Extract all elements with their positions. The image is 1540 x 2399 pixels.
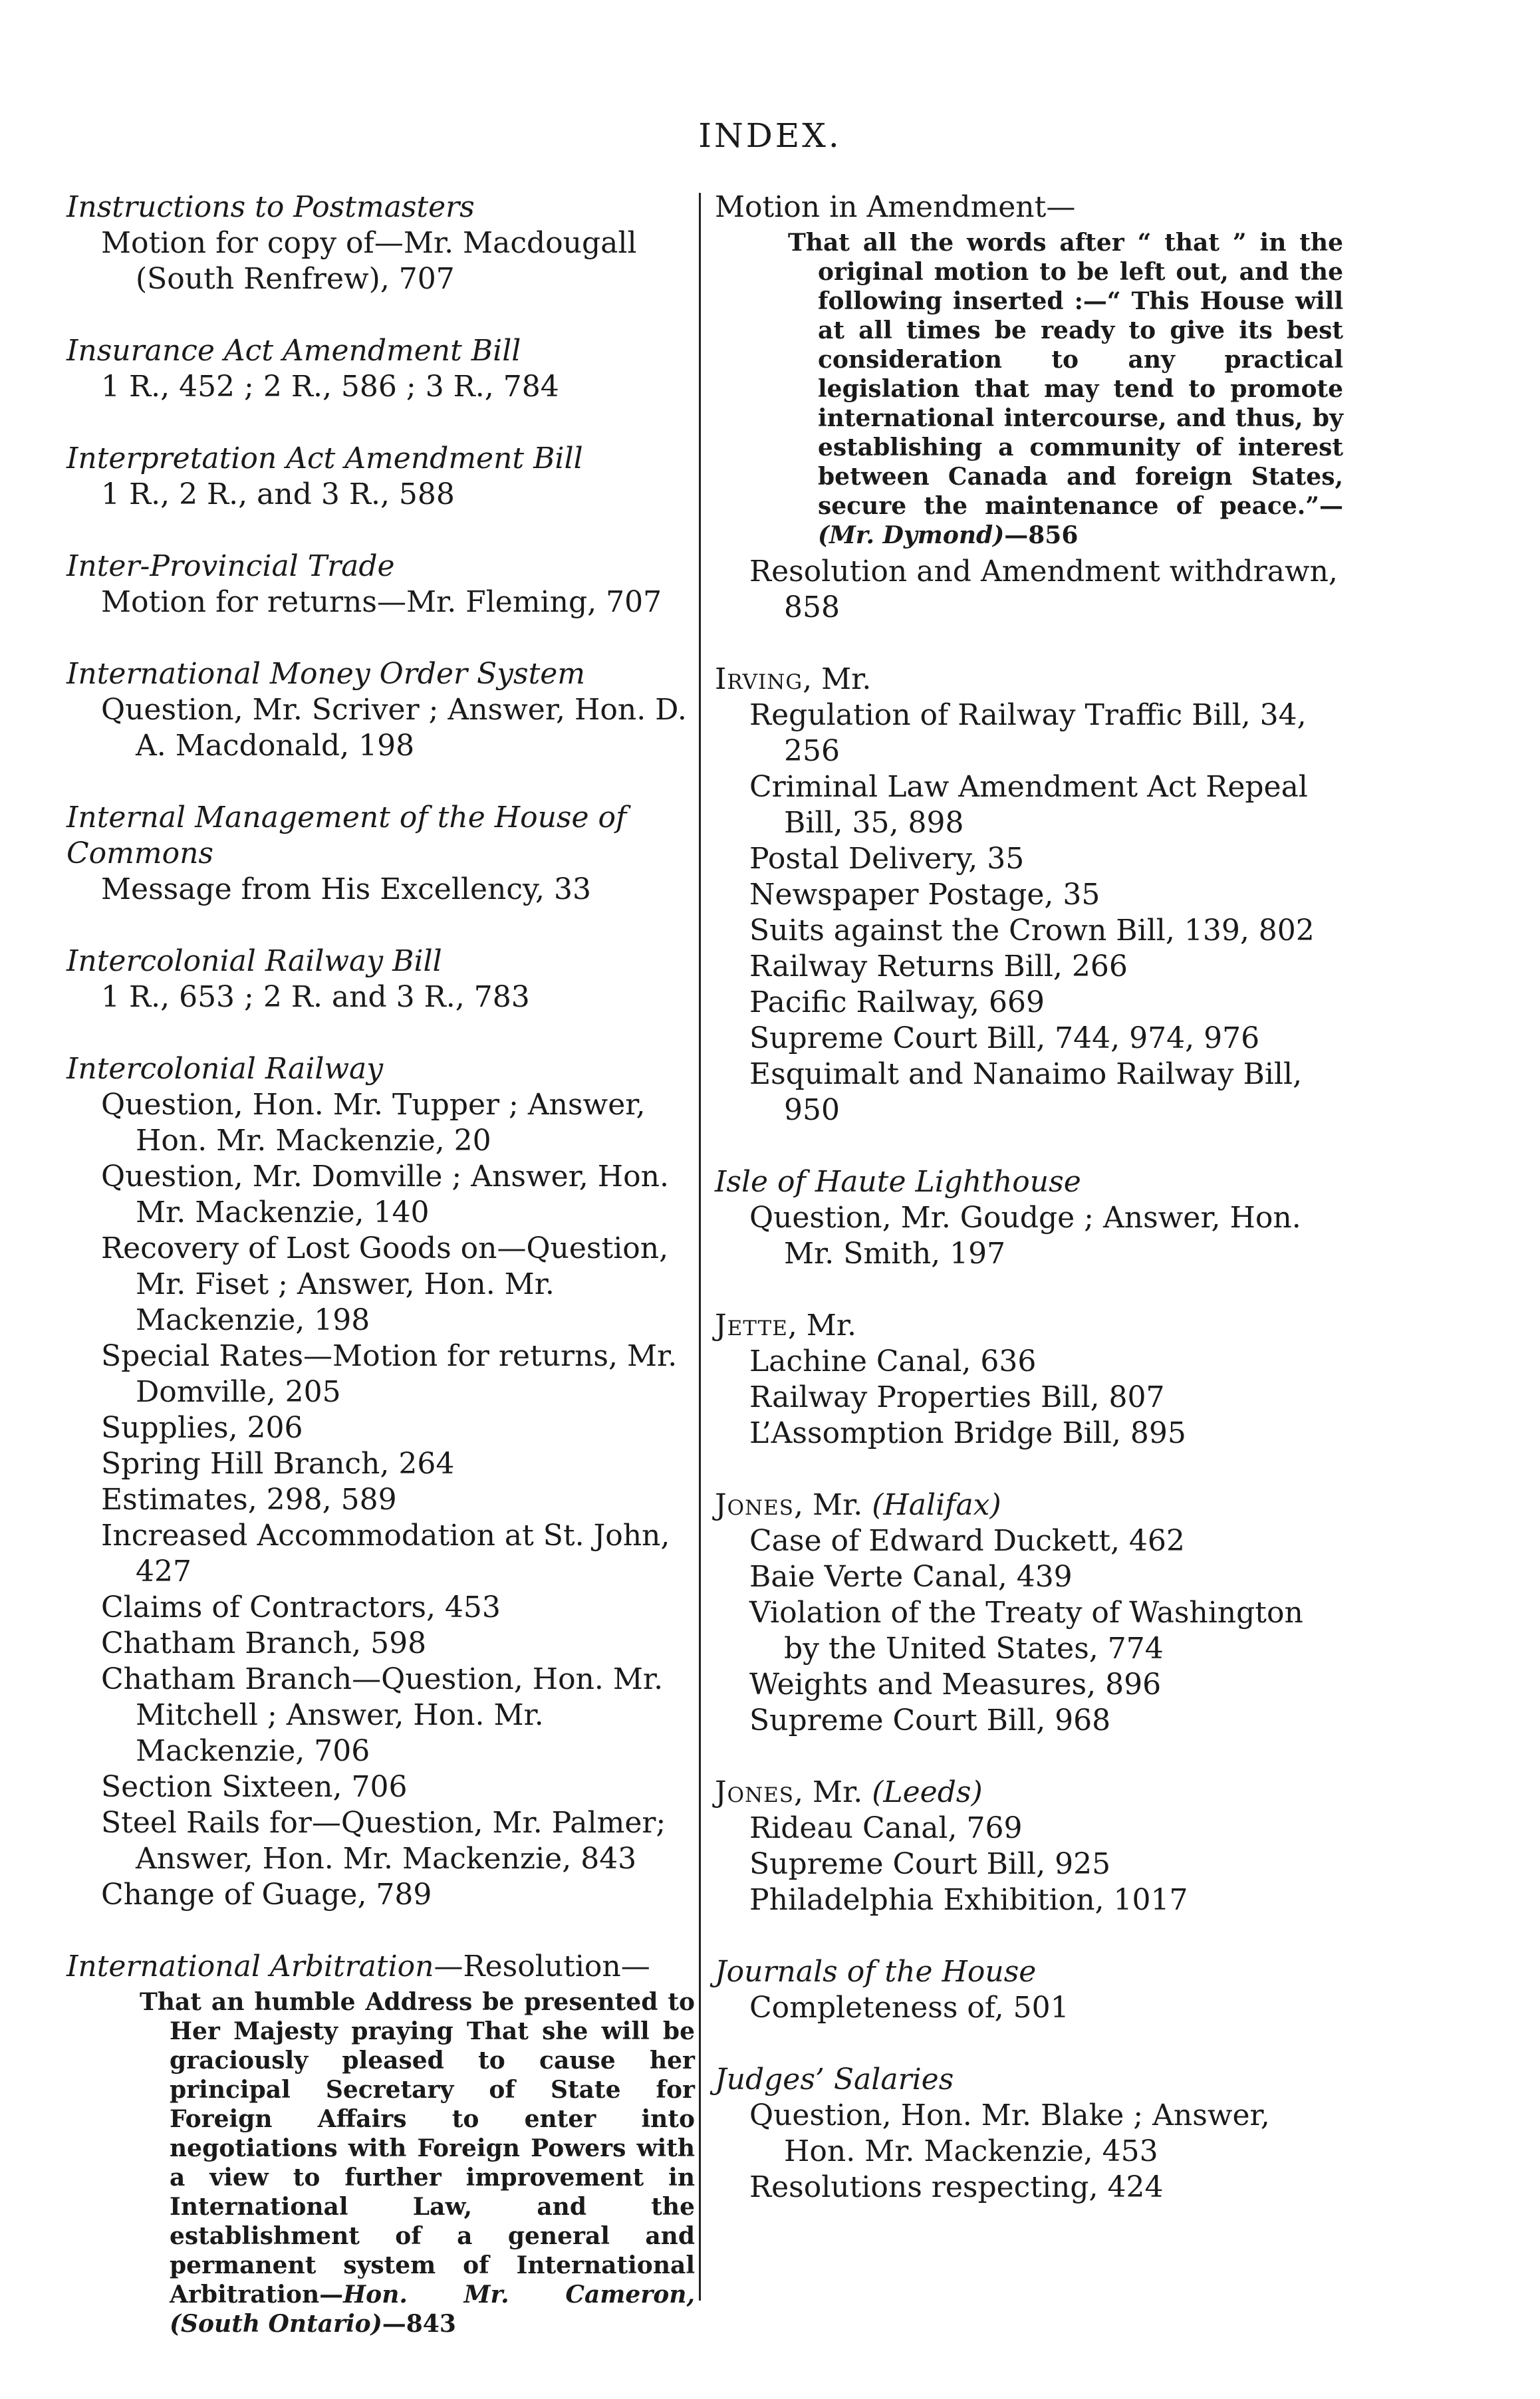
entry-heading [715,1954,1343,1990]
entry-heading-text: Instructions to Postmasters [66,190,475,224]
entry-line: Recovery of Lost Goods on—Question, Mr. Fiset ; Answer, Hon. Mr. Mackenzie, 198 [101,1231,669,1337]
resolution-quote-text: That an humble Address be presented to Her Majesty praying That she will be graciously pleased to cause her principal Secretary of State for Foreign Affairs to enter into negotiations with Foreign Powers with a view to further improvement in International Law, and the establishment of a general and permanent system of International Arbitration— [140,1988,695,2309]
entry-line: Question, Hon. Mr. Blake ; Answer, Hon. Mr. Mackenzie, 453 [749,2098,1270,2168]
entry-line: Rideau Canal, 769 [749,1811,1023,1845]
index-entry [715,662,1343,1128]
entry-heading-suffix: , Mr. [787,1309,857,1342]
amendment-heading: Motion in Amendment— [715,190,1076,224]
amendment-after: Resolution and Amendment withdrawn, 858 [749,555,1338,624]
entry-heading-text: International Money Order System [66,657,586,691]
entry-heading [66,656,695,692]
amendment-attribution: (Mr. Dymond) [818,521,1005,549]
entry-heading-text: Interpretation Act Amendment Bill [66,442,583,475]
index-entry [715,1308,1343,1452]
entry-line: Supplies, 206 [101,1411,303,1445]
amendment-page: —856 [1004,521,1079,549]
entry-heading [715,2062,1343,2098]
entry-heading [715,662,1343,697]
entry-heading-suffix: , Mr. [794,1775,872,1809]
entry-line: Question, Hon. Mr. Tupper ; Answer, Hon. Mr. Mackenzie, 20 [101,1088,646,1158]
entry-line: Weights and Measures, 896 [749,1668,1162,1702]
entry-heading-text: Internal Management of the House of Commons [66,801,627,870]
entry-line: Resolutions respecting, 424 [749,2170,1164,2204]
index-entry-motion-in-amendment [715,189,1343,626]
entry-heading [66,333,695,369]
entry-line: Baie Verte Canal, 439 [749,1560,1073,1594]
entry-line: L’Assomption Bridge Bill, 895 [749,1416,1186,1450]
right-entries [715,662,1343,2206]
entry-line: Criminal Law Amendment Act Repeal Bill, 35, 898 [749,770,1308,840]
entry-heading-constituency: (Leeds) [872,1775,983,1809]
entry-heading-text: Inter-Provincial Trade [66,549,395,583]
entry-heading [66,441,695,477]
entry-heading-text: Intercolonial Railway [66,1052,384,1086]
entry-line: 1 R., 2 R., and 3 R., 588 [101,477,455,511]
entry-line: Estimates, 298, 589 [101,1483,397,1517]
amendment-quote [715,228,1343,550]
column-divider [699,193,701,2301]
index-entry [66,800,695,908]
entry-line: Case of Edward Duckett, 462 [749,1524,1185,1558]
entry-line: 1 R., 452 ; 2 R., 586 ; 3 R., 784 [101,370,559,404]
page-title: INDEX. [698,116,842,155]
entry-heading-text: Intercolonial Railway Bill [66,944,442,978]
entry-heading [715,1487,1343,1523]
entry-heading-text: International Arbitration [66,1950,434,1983]
entry-line: Esquimalt and Nanaimo Railway Bill, 950 [749,1057,1303,1127]
entry-heading-text: Insurance Act Amendment Bill [66,334,521,368]
index-entry [66,189,695,297]
entry-line: Violation of the Treaty of Washington by the United States, 774 [749,1596,1303,1666]
right-column [715,189,1343,2241]
index-entry [715,2062,1343,2206]
index-entry [66,656,695,764]
entry-line: Section Sixteen, 706 [101,1770,408,1804]
entry-line: Railway Properties Bill, 807 [749,1380,1165,1414]
entry-heading-suffix: , Mr. [794,1488,872,1522]
entry-line: Increased Accommodation at St. John, 427 [101,1519,670,1588]
entry-heading-constituency: (Halifax) [872,1488,1001,1522]
index-entry [66,333,695,405]
entry-line: Question, Mr. Goudge ; Answer, Hon. Mr. Smith, 197 [749,1201,1301,1271]
entry-heading-suffix: —Resolution— [434,1950,650,1983]
entry-line: Pacific Railway, 669 [749,985,1045,1019]
entry-line: Motion for copy of—Mr. Macdougall (South Renfrew), 707 [101,226,637,296]
entry-line: Railway Returns Bill, 266 [749,949,1128,983]
entry-heading-suffix: , Mr. [803,662,872,696]
entry-line: Supreme Court Bill, 744, 974, 976 [749,1021,1260,1055]
entry-line: 1 R., 653 ; 2 R. and 3 R., 783 [101,980,530,1014]
entry-line: Philadelphia Exhibition, 1017 [749,1883,1188,1917]
index-entry [66,549,695,620]
entry-heading [66,189,695,225]
entry-line: Change of Guage, 789 [101,1878,432,1912]
index-entry [66,441,695,513]
entry-heading-text: Judges’ Salaries [715,2063,954,2096]
entry-heading [715,1308,1343,1344]
entry-heading [66,549,695,584]
index-entry [715,1954,1343,2026]
entry-heading [715,1164,1343,1200]
entry-line: Spring Hill Branch, 264 [101,1447,455,1481]
entry-heading-text: Journals of the House [715,1955,1037,1989]
entry-line: Suits against the Crown Bill, 139, 802 [749,914,1315,947]
entry-heading [66,1051,695,1087]
index-entry [715,1775,1343,1918]
index-entry [66,1051,695,1913]
entry-heading-text: Irving [715,662,803,696]
entry-heading [715,1775,1343,1811]
entry-line: Steel Rails for—Question, Mr. Palmer; Answer, Hon. Mr. Mackenzie, 843 [101,1806,666,1876]
entry-heading [66,944,695,979]
entry-heading-text: Jones [715,1775,795,1809]
index-entry [715,1164,1343,1272]
resolution-page: —843 [382,2310,456,2338]
entry-line: Question, Mr. Domville ; Answer, Hon. Mr. Mackenzie, 140 [101,1160,669,1229]
index-entry [66,944,695,1015]
resolution-attribution: Hon. Mr. Cameron, (South Ontario) [170,2281,695,2338]
left-column [66,189,695,2374]
entry-line: Question, Mr. Scriver ; Answer, Hon. D. A. Macdonald, 198 [101,693,687,763]
entry-line: Regulation of Railway Traffic Bill, 34, 256 [749,698,1307,768]
entry-heading-text: Jones [715,1488,795,1522]
index-entry [715,1487,1343,1739]
entry-line: Motion for returns—Mr. Fleming, 707 [101,585,662,619]
entry-line: Completeness of, 501 [749,1991,1069,2025]
entry-line: Chatham Branch—Question, Hon. Mr. Mitchell ; Answer, Hon. Mr. Mackenzie, 706 [101,1662,664,1768]
entry-line: Supreme Court Bill, 968 [749,1704,1111,1737]
entry-line: Postal Delivery, 35 [749,842,1025,876]
index-entry-international-arbitration [66,1949,695,2338]
entry-line: Chatham Branch, 598 [101,1626,427,1660]
amendment-quote-text: That all the words after “ that ” in the original motion to be left out, and the following inserted :—“ This House will at all times be ready to give its best consideration to any practical legislation that may tend to promote international intercourse, and thus, by establishing a community of interest between Canada and foreign States, secure the maintenance of peace.”— [788,229,1343,520]
left-entries [66,189,695,1913]
entry-heading-text: Jette [715,1309,788,1342]
entry-line: Supreme Court Bill, 925 [749,1847,1111,1881]
entry-line: Special Rates—Motion for returns, Mr. Domville, 205 [101,1339,678,1409]
resolution-quote [66,1987,695,2338]
entry-line: Message from His Excellency, 33 [101,872,591,906]
entry-heading-text: Isle of Haute Lighthouse [715,1165,1081,1199]
entry-line: Newspaper Postage, 35 [749,878,1100,912]
entry-line: Claims of Contractors, 453 [101,1590,501,1624]
entry-heading [66,800,695,872]
entry-heading [66,1949,695,1985]
entry-line: Lachine Canal, 636 [749,1344,1037,1378]
